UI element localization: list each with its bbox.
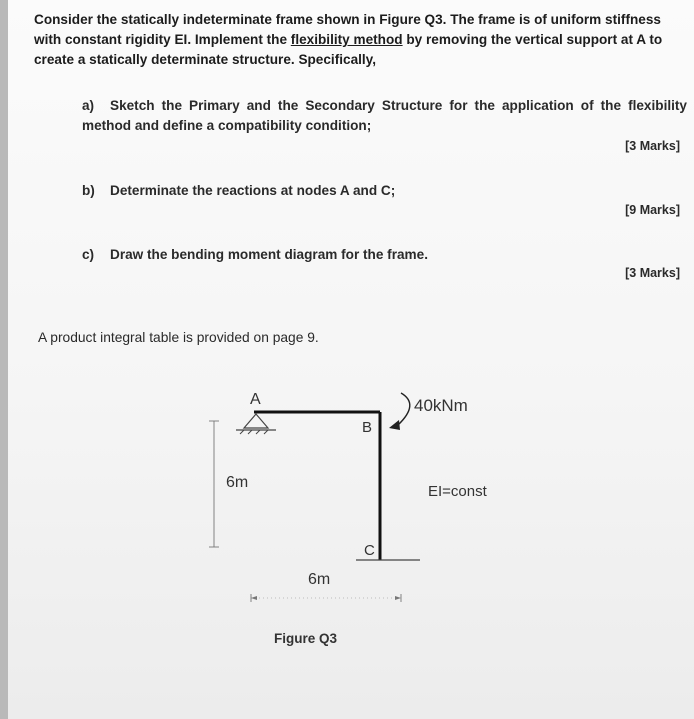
question-a-text: Sketch the Primary and the Secondary Structure for the application of the flexibility method and define a compatibility condition; [82,98,687,133]
problem-text-start: Consider the statically indeterminate frame shown in Figure Q3. The frame is of uniform stiffness with constant rigidity EI. Implement the [34,12,661,47]
stiffness-label: EI=const [428,483,487,500]
moment-label: 40kNm [414,396,468,415]
node-a-label: A [250,391,261,408]
span-label: 6m [308,571,331,588]
integral-table-note: A product integral table is provided on page 9. [38,330,319,345]
question-b-text: Determinate the reactions at nodes A and C; [110,183,396,198]
question-c-marks: [3 Marks] [625,266,680,280]
question-b-marks: [9 Marks] [625,203,680,217]
height-dimension [209,421,219,547]
pin-support-a [236,414,276,434]
span-dimension [251,594,401,602]
node-b-label: B [362,419,373,436]
frame-figure [8,0,694,719]
problem-text-end: by removing the vertical support at A to create a statically determinate structure. Specifically, [34,32,663,67]
node-c-label: C [364,542,375,559]
question-c-text: Draw the bending moment diagram for the frame. [110,247,428,262]
question-a-label: a) [82,98,95,113]
question-b-label: b) [82,183,95,198]
document-page [8,0,694,719]
height-label: 6m [226,474,249,491]
question-c-label: c) [82,247,95,262]
question-a-marks: [3 Marks] [625,139,680,153]
moment-arrow [389,393,410,430]
figure-caption: Figure Q3 [274,631,338,646]
flexibility-method-term: flexibility method [290,32,403,47]
